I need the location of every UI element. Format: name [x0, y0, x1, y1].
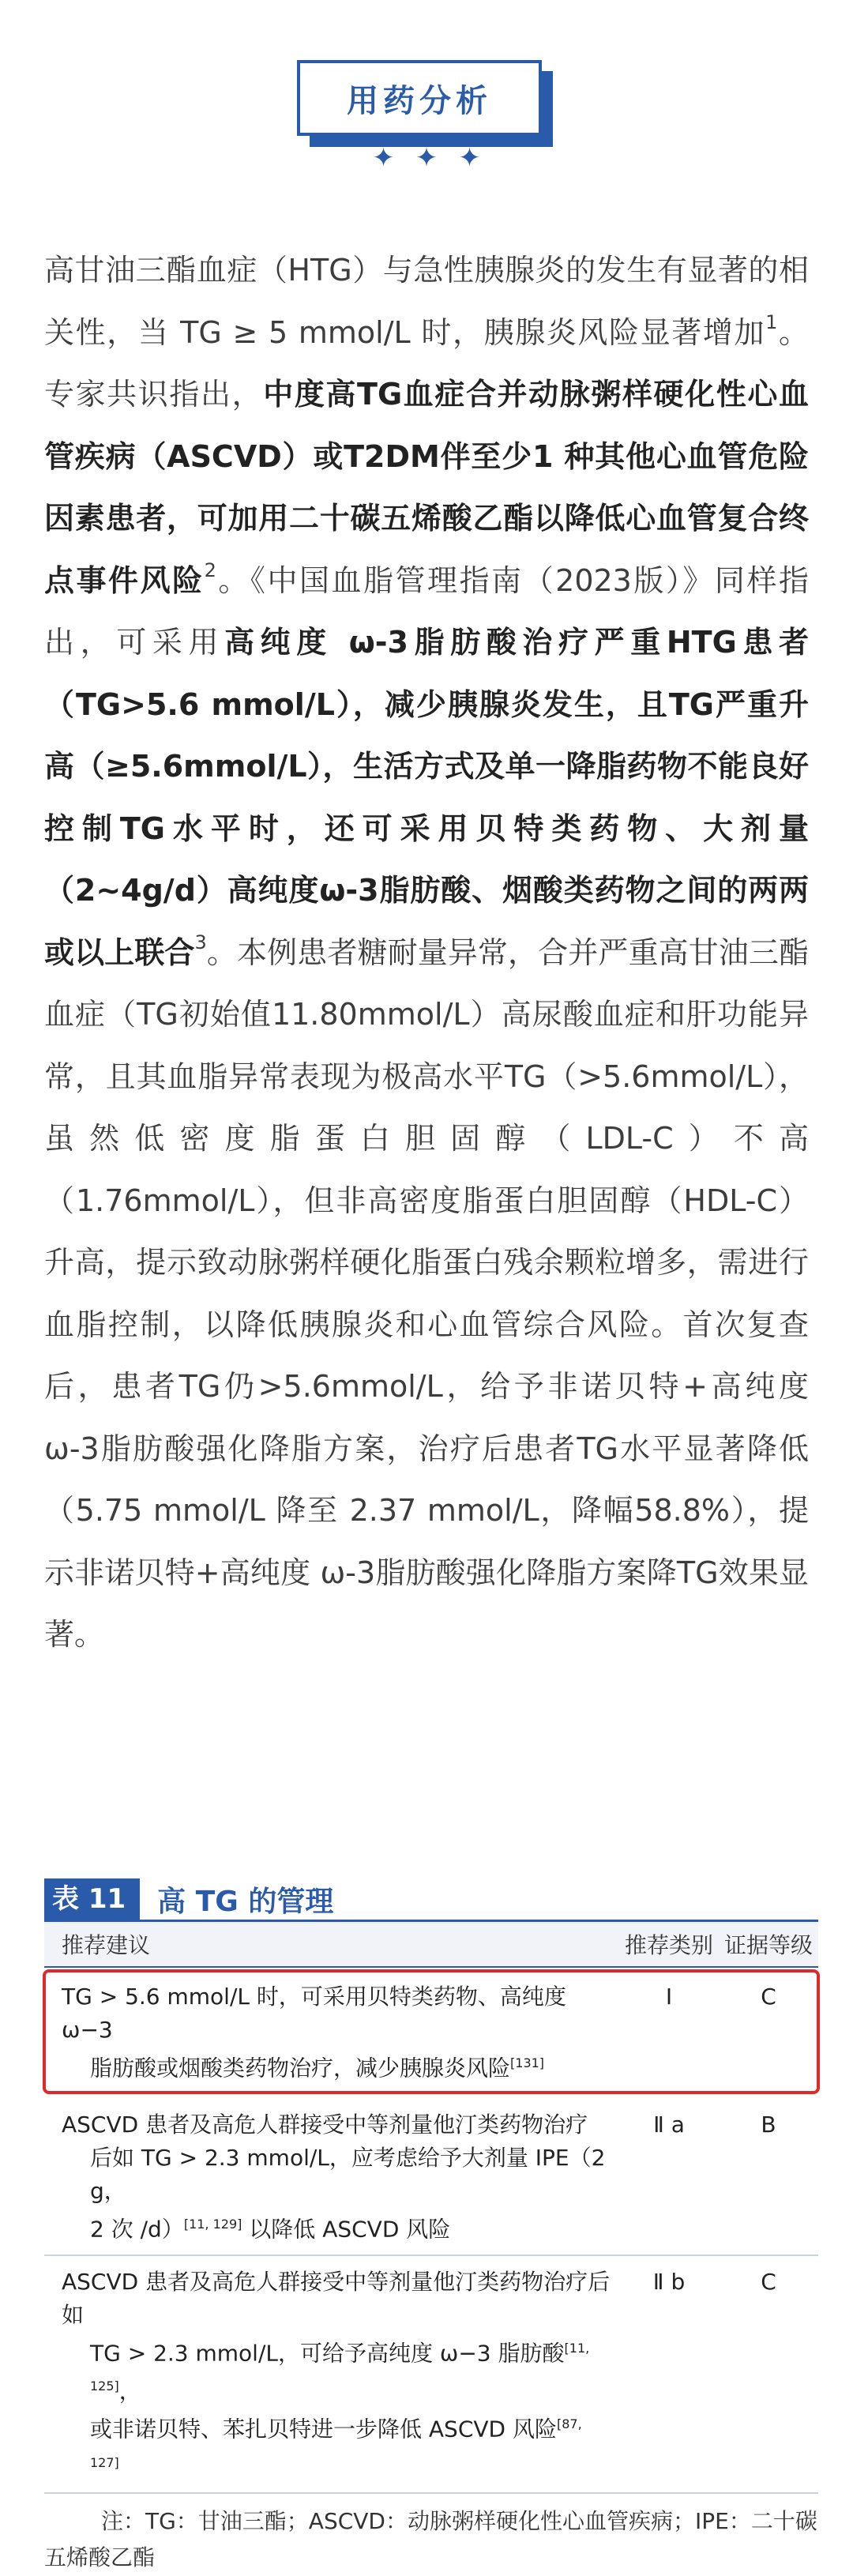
- cell-text: 后如 TG > 2.3 mmol/L，应考虑给予大剂量 IPE（2 g，: [90, 2145, 606, 2205]
- recommendation-cell: [44, 1980, 619, 2085]
- column-header-class: 推荐类别: [624, 1932, 713, 1958]
- text-run: 。《中国血脂管理指南（2023版）》同样指出，可采用: [44, 562, 809, 660]
- cell-text: 以降低 ASCVD 风险: [242, 2216, 451, 2243]
- citation: [11, 125]: [90, 2340, 590, 2394]
- cell-text-continued: [62, 2208, 613, 2246]
- star-decoration: [0, 142, 853, 174]
- star-icon: ✦: [372, 142, 395, 174]
- text-run: 高甘油三酯血症（HTG）与急性胰腺炎的发生有显著的相关性，当 TG ≥ 5 mmol/L 时，胰腺炎风险显著增加: [44, 253, 809, 350]
- table-number: 表 11: [44, 1878, 140, 1920]
- text-run: 。专家共识指出，: [44, 314, 809, 412]
- table-title: 高 TG 的管理: [157, 1885, 334, 1918]
- cell-text-continued: [62, 2408, 613, 2484]
- citation: [87, 127]: [90, 2416, 582, 2470]
- class-cell: Ⅱ a: [653, 2112, 685, 2138]
- cell-text: ASCVD 患者及高危人群接受中等剂量他汀类药物治疗: [62, 2112, 588, 2138]
- article-paragraph: [44, 239, 809, 1666]
- recommendation-cell: [44, 2266, 619, 2484]
- star-icon: ✦: [415, 142, 438, 174]
- cell-text: 脂肪酸或烟酸类药物治疗，减少胰腺炎风险: [90, 2055, 511, 2081]
- cell-text: TG > 5.6 mmol/L 时，可采用贝特类药物、高纯度 ω−3: [62, 1984, 566, 2043]
- level-cell: B: [761, 2112, 776, 2138]
- column-header-level: 证据等级: [723, 1932, 813, 1958]
- level-cell: C: [761, 2268, 776, 2295]
- reference-marker: 2: [204, 558, 216, 581]
- star-icon: ✦: [458, 142, 481, 174]
- table-title-bar: [44, 1878, 818, 1922]
- bold-text-run: 高纯度 ω-3脂肪酸治疗严重HTG患者（TG>5.6 mmol/L），减少胰腺炎发生，且TG严重升高（≥5.6mmol/L），生活方式及单一降脂药物不能良好控制TG水平时，还可采用贝特类药物、大剂量（2~4g/d）高纯度ω-3脂肪酸、烟酸类药物之间的两两或以上联合: [44, 625, 809, 970]
- citation: [131]: [510, 2055, 545, 2070]
- table-footnote: 注：TG：甘油三酯；ASCVD：动脉粥样硬化性心血管疾病；IPE：二十碳五烯酸乙酯: [44, 2507, 817, 2570]
- section-title: 用药分析: [297, 60, 542, 136]
- level-cell: C: [761, 1984, 776, 2010]
- table-row: [44, 2256, 818, 2494]
- column-header-recommendation: 推荐建议: [62, 1932, 151, 1958]
- guideline-table: [44, 1878, 818, 2576]
- table-header-row: [44, 1922, 818, 1968]
- class-cell: Ⅱ b: [652, 2268, 686, 2295]
- cell-text: ASCVD 患者及高危人群接受中等剂量他汀类药物治疗后如: [62, 2268, 611, 2328]
- cell-text: 或非诺贝特、苯扎贝特进一步降低 ASCVD 风险: [90, 2416, 557, 2442]
- cell-text: 2 次 /d）: [90, 2216, 184, 2243]
- recommendation-cell: [44, 2108, 619, 2246]
- bold-text-run: 中度高TG血症合并动脉粥样硬化性心血管疾病（ASCVD）或T2DM伴至少1 种其他心血管危险因素患者，可加用二十碳五烯酸乙酯以降低心血管复合终点事件风险: [44, 377, 809, 598]
- cell-text-continued: [62, 2332, 613, 2409]
- article-body: [44, 239, 809, 1666]
- section-header: [0, 0, 853, 182]
- text-run: 。本例患者糖耐量异常，合并严重高甘油三酯血症（TG初始值11.80mmol/L）高尿酸血症和肝功能异常，且其血脂异常表现为极高水平TG（>5.6mmol/L），虽然低密度脂蛋白胆固醇（LDL-C）不高（1.76mmol/L），但非高密度脂蛋白胆固醇（HDL-C）升高，提示致动脉粥样硬化脂蛋白残余颗粒增多，需进行血脂控制，以降低胰腺炎和心血管综合风险。首次复查后，患者TG仍>5.6mmol/L，给予非诺贝特+高纯度 ω-3脂肪酸强化降脂方案，治疗后患者TG水平显著降低（5.75 mmol/L 降至 2.37 mmol/L，降幅58.8%），提示非诺贝特+高纯度 ω-3脂肪酸强化降脂方案降TG效果显著。: [44, 935, 809, 1652]
- cell-text: TG > 2.3 mmol/L，可给予高纯度 ω−3 脂肪酸: [90, 2339, 565, 2366]
- reference-marker: 3: [194, 931, 207, 953]
- class-cell: Ⅰ: [665, 1984, 673, 2010]
- reference-marker: 1: [765, 310, 778, 333]
- cell-text: ，: [118, 2378, 141, 2405]
- table-row-highlighted: [44, 1971, 818, 2093]
- citation: [11, 129]: [183, 2217, 242, 2232]
- cell-text-continued: [62, 2047, 613, 2085]
- table-row: [44, 2099, 818, 2255]
